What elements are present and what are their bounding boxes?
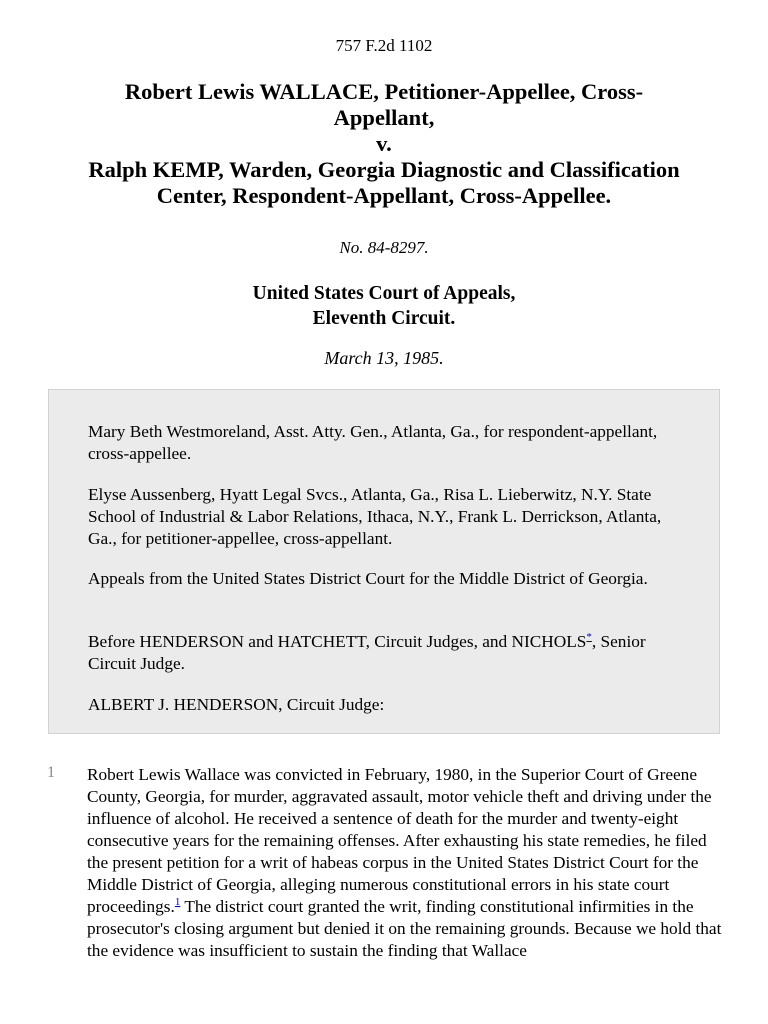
case-caption [40, 79, 728, 209]
paragraph-text-end: The district court granted the writ, finding constitutional infirmities in the prosecutor's closing argument but denied it on the remaining grounds. Because we hold that the evidence was insufficient to sustain the finding that Wallace [87, 897, 722, 960]
counsel-panel [48, 389, 720, 734]
paragraph-text-start: Robert Lewis Wallace was convicted in February, 1980, in the Superior Court of Greene County, Georgia, for murder, aggravated assault, motor vehicle theft and driving under the influence of alcohol. He received a sentence of death for the murder and twenty-eight consecutive years for the remaining offenses. After exhausting his state remedies, he filed the present petition for a writ of habeas corpus in the United States District Court for the Middle District of Georgia, alleging numerous constitutional errors in his state court proceedings. [87, 765, 712, 916]
court-name [0, 281, 768, 331]
caption-petitioner-line1: Robert Lewis WALLACE, Petitioner-Appellee, Cross- [124, 79, 644, 104]
court-name-line2: Eleventh Circuit. [312, 308, 456, 329]
footnote-link-star[interactable]: * [586, 631, 592, 644]
counsel-petitioner: Elyse Aussenberg, Hyatt Legal Svcs., Atlanta, Ga., Risa L. Lieberwitz, N.Y. State School of Industrial & Labor Relations, Ithaca, N.Y., Frank L. Derrickson, Atlanta, Ga., for petitioner-appellee, cross-appellant. [88, 485, 662, 548]
decision-date: March 13, 1985. [324, 348, 444, 368]
caption-petitioner-line2: Appellant, [333, 105, 435, 130]
footnote-link-1[interactable]: 1 [174, 896, 181, 909]
panel-judges-tail: , Senior Circuit Judge. [88, 632, 646, 673]
opinion-author: ALBERT J. HENDERSON, Circuit Judge: [88, 695, 385, 714]
caption-respondent-line2: Center, Respondent-Appellant, Cross-Appellee. [156, 183, 612, 208]
paragraph-text [87, 764, 727, 962]
appeal-origin: Appeals from the United States District Court for the Middle District of Georgia. [88, 569, 648, 588]
court-name-line1: United States Court of Appeals, [252, 283, 516, 304]
caption-versus: v. [376, 131, 392, 156]
caption-respondent-line1: Ralph KEMP, Warden, Georgia Diagnostic and Classification [88, 157, 680, 182]
panel-judges-text: Before HENDERSON and HATCHETT, Circuit Judges, and NICHOLS [88, 632, 587, 651]
docket-number: No. 84-8297. [339, 238, 429, 257]
reporter-citation: 757 F.2d 1102 [335, 36, 433, 55]
counsel-respondent: Mary Beth Westmoreland, Asst. Atty. Gen., Atlanta, Ga., for respondent-appellant, cross-appellee. [88, 422, 658, 463]
panel-judges [88, 631, 688, 675]
paragraph-number: 1 [47, 764, 55, 781]
